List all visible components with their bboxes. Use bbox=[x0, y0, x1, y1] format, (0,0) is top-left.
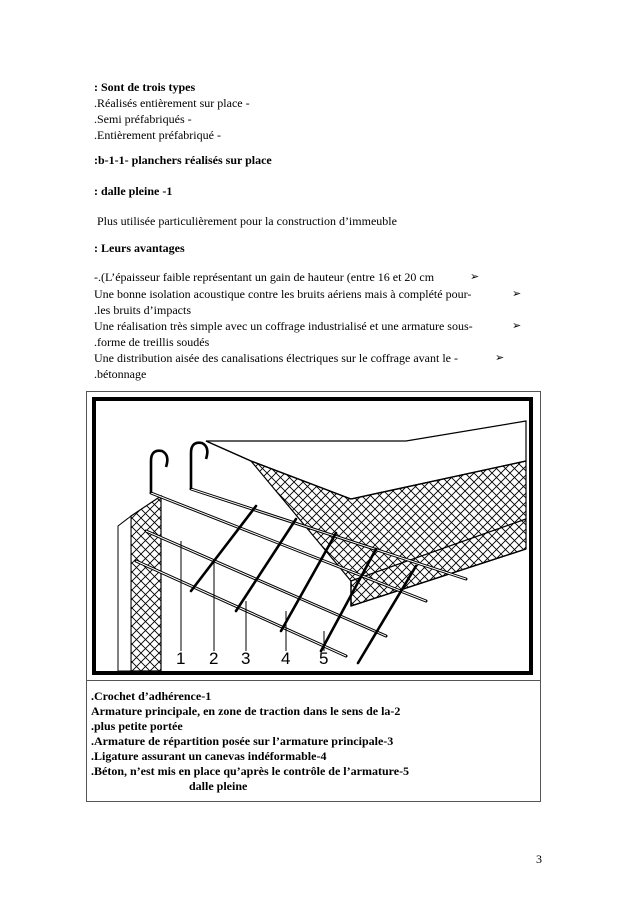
caption-2-cont: .plus petite portée bbox=[91, 719, 183, 733]
bullet-arrow-icon: ➢ bbox=[495, 352, 505, 364]
figure-label-4: 4 bbox=[281, 649, 291, 668]
bullet-arrow-icon: ➢ bbox=[470, 271, 480, 283]
type-item-3: .Entièrement préfabriqué - bbox=[94, 128, 221, 142]
caption-separator bbox=[87, 680, 540, 681]
advantages-heading: : Leurs avantages bbox=[94, 241, 185, 255]
caption-5: .Béton, n’est mis en place qu’après le contrôle de l’armature-5 bbox=[91, 764, 410, 778]
figure-title: dalle pleine bbox=[189, 779, 248, 793]
advantage-item-4-cont: .bétonnage bbox=[94, 367, 147, 381]
figure-label-5: 5 bbox=[319, 649, 329, 668]
usage-text: Plus utilisée particulièrement pour la construction d’immeuble bbox=[97, 214, 397, 228]
advantage-item-3-cont: .forme de treillis soudés bbox=[94, 335, 210, 349]
figure-label-1: 1 bbox=[176, 649, 186, 668]
bullet-arrow-icon: ➢ bbox=[512, 320, 522, 332]
slab-reinforcement-drawing bbox=[92, 397, 533, 675]
page-number: 3 bbox=[536, 852, 542, 866]
advantage-item-2: Une bonne isolation acoustique contre les bruits aériens mais à complété pour- bbox=[94, 287, 472, 301]
advantage-item-2-cont: .les bruits d’impacts bbox=[94, 303, 191, 317]
advantage-item-4: Une distribution aisée des canalisations électriques sur le coffrage avant le - bbox=[94, 351, 458, 365]
caption-1: .Crochet d’adhérence-1 bbox=[91, 689, 212, 703]
bullet-arrow-icon: ➢ bbox=[512, 288, 522, 300]
type-item-1: .Réalisés entièrement sur place - bbox=[94, 96, 250, 110]
figure-box bbox=[86, 391, 541, 802]
types-heading: : Sont de trois types bbox=[94, 80, 196, 94]
advantage-item-1: -.(L’épaisseur faible représentant un gain de hauteur (entre 16 et 20 cm bbox=[94, 270, 435, 284]
caption-3: .Armature de répartition posée sur l’armature principale-3 bbox=[91, 734, 394, 748]
caption-4: .Ligature assurant un canevas indéformable-4 bbox=[91, 749, 327, 763]
section-title: :b-1-1- planchers réalisés sur place bbox=[94, 153, 272, 167]
figure-label-2: 2 bbox=[209, 649, 219, 668]
advantage-item-3: Une réalisation très simple avec un coffrage industrialisé et une armature sous- bbox=[94, 319, 473, 333]
figure-label-3: 3 bbox=[241, 649, 251, 668]
subsection-title: : dalle pleine -1 bbox=[94, 184, 173, 198]
type-item-2: .Semi préfabriqués - bbox=[94, 112, 192, 126]
caption-2: Armature principale, en zone de traction dans le sens de la-2 bbox=[91, 704, 401, 718]
